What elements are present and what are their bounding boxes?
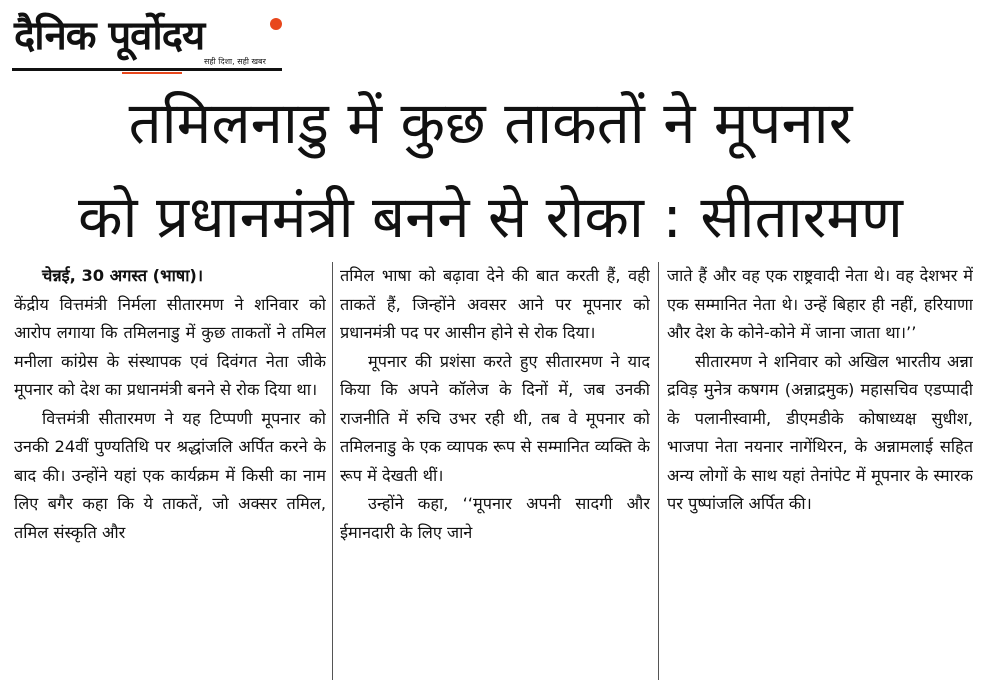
article-paragraph: मूपनार की प्रशंसा करते हुए सीतारमण ने याद किया कि अपने कॉलेज के दिनों में, जब उनकी राजनीति में रुचि उभर रही थी, तब वे मूपनार को तमिलनाडु के एक व्यापक रूप से सम्मानित व्यक्ति के रूप में देखती थीं। <box>340 351 650 485</box>
headline-line-1: तमिलनाडु में कुछ ताकतों ने मूपनार <box>128 89 853 157</box>
masthead-rule <box>12 68 282 71</box>
column-divider <box>332 262 333 680</box>
article-column-2 <box>340 262 650 680</box>
masthead <box>12 6 287 68</box>
newspaper-tagline: सही दिशा, सही खबर <box>204 57 266 66</box>
headline-line-2: को प्रधानमंत्री बनने से रोका : सीतारमण <box>77 183 903 251</box>
article-paragraph: सीतारमण ने शनिवार को अखिल भारतीय अन्ना द्रविड़ मुनेत्र कषगम (अन्नाद्रमुक) महासचिव एडप्पादी के पलानीस्वामी, डीएमडीके कोषाध्यक्ष सुधीश, भाजपा नेता नयनार नागेंथिरन, के अन्नामलाई सहित अन्य लोगों के साथ यहां तेनांपेट में मूपनार के स्मारक पर पुष्पांजलि अर्पित की। <box>667 351 973 513</box>
newspaper-name: दैनिक पूर्वोदय <box>14 13 205 59</box>
article-paragraph: उन्होंने कहा, ‘‘मूपनार अपनी सादगी और ईमानदारी के लिए जाने <box>340 494 650 542</box>
dateline-text: चेन्नई, 30 अगस्त (भाषा)। <box>42 266 204 285</box>
article-paragraph: तमिल भाषा को बढ़ावा देने की बात करती हैं, वही ताकतें हैं, जिन्होंने अवसर आने पर मूपनार को प्रधानमंत्री पद पर आसीन होने से रोक दिया। <box>340 266 650 342</box>
dateline <box>14 262 326 291</box>
article-paragraph: जाते हैं और वह एक राष्ट्रवादी नेता थे। वह देशभर में एक सम्मानित नेता थे। उन्हें बिहार ही नहीं, हरियाणा और देश के कोने-कोने में जाना जाता था।’’ <box>667 266 973 342</box>
article-paragraph: केंद्रीय वित्तमंत्री निर्मला सीतारमण ने शनिवार को आरोप लगाया कि तमिलनाडु में कुछ ताकतों ने तमिल मनीला कांग्रेस के संस्थापक एवं दिवंगत नेता जीके मूपनार को देश का प्रधानमंत्री बनने से रोक दिया था। <box>14 294 326 399</box>
column-divider <box>658 262 659 680</box>
article-column-3 <box>667 262 973 680</box>
logo-dot <box>270 18 282 30</box>
masthead-accent-rule <box>122 72 182 74</box>
article-paragraph: वित्तमंत्री सीतारमण ने यह टिप्पणी मूपनार को उनकी 24वीं पुण्यतिथि पर श्रद्धांजलि अर्पित करने के बाद की। उन्होंने यहां एक कार्यक्रम में किसी का नाम लिए बगैर कहा कि ये ताकतें, जो अक्सर तमिल, तमिल संस्कृति और <box>14 408 326 542</box>
article-column-1 <box>14 262 326 680</box>
